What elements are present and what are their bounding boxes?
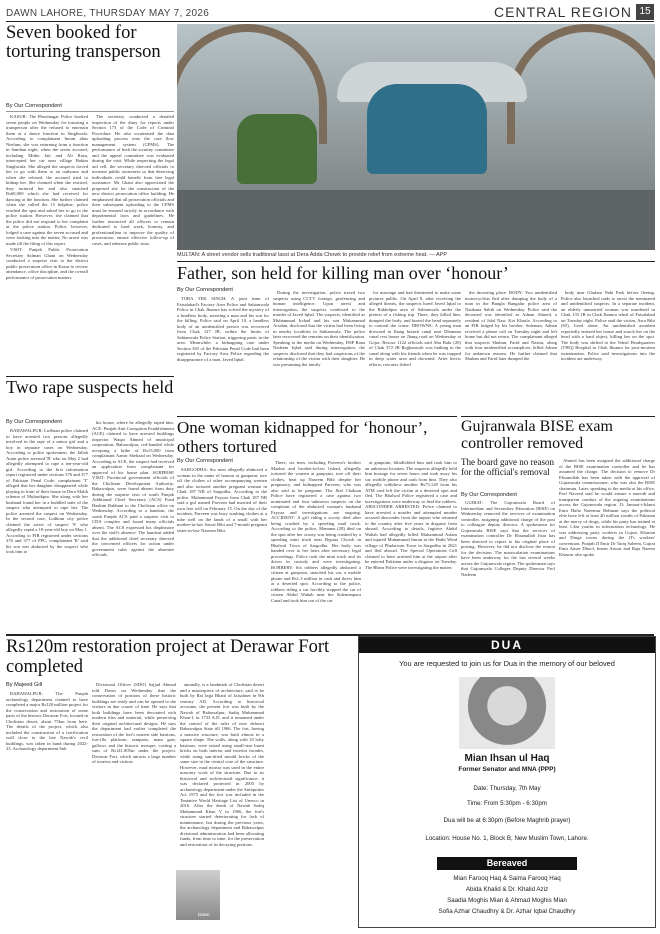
- ad-dua-time: Dua will be at 6:30pm (Before Maghrib prayer): [443, 817, 571, 824]
- story1-col1-text: KASUR: The Phoolnagar Police booked seven people on Wednesday for torturing a transperson after the refused to entertain them at a dance function in Singhwala. According to complainant Imran alias Neelum, she was returning from a function in Sandian night, when the seven accused, including Mithu Jatt and Ali Raza, intercepted her car near village Hakim Singhwala. She alleged the suspects forced her to go with them to an outhouse and when she refused, the accused tried to kidnap her. She claimed when she resisted, they tortured her and also snatched Rs60,000 which she had received for dancing at the function. She further claimed when she called the 15 helpline, police reached the spot and asked her to go to the police station. However, she claimed that the police did not respond to her complaint at the police station. Police, however, lodged a case against the seven accused and were looking into the matter. No arrest was made till the filing of this report.: [6, 114, 88, 246]
- story2-col1: [177, 296, 269, 412]
- story6-col2-text: Divisional Officer (SDO) Sajjad Ahmad told Dawn on Wednesday that the conservation of portions of these historic buildings are ready and can be opened to the visitors in due course of time. He says that both buildings have been decorated with modern tiles and material, while preserving their original architectural designs. He says the department had earlier completed the restoration of the fort's eastern side bastions, fort-illo platform, ramparts, main gate, gallows and the historic mosque, costing a sum of Rs141.805m under the project. Derawar Fort, which attracts a large number of tourists and visitors: [92, 682, 176, 764]
- story5-deck: The board gave no reason for the official's removal: [461, 457, 554, 477]
- story2-byline: By Our Correspondent: [177, 287, 233, 293]
- story2-col5-text: body near Ghulam Nabi Park before fleeing. Police also launched raids to arrest the nominated and unidentified suspects. In a separate incident, an elderly unmarried woman was murdered in Chak 135 JB in Chak Jhumra tehsil of Faisalabad on Tuesday night. Police said the victim, Asra Bibi (65), lived alone. An unidentified assailant reportedly entered her house and struck her on the head with a hard object, killing her on the spot. The body was shifted to the Tehsil Headquarters (THQ) Hospital in Chak Jhumra for post-mortem examination. Police said investigations into the incident are underway.: [561, 290, 655, 361]
- story5-col2-text: Ahmed has been assigned the additional charge of the BISE examination controller and he has assumed the charge. The decision to remove Dr Ehsanullah has been taken with the approval of Gujranwala commissioner, who was also the BISE chairman. Later, speaking to the media at his office, Prof Naveed said he would ensure a smooth and transparent conduct of the ongoing examinations across the Gujranwala region. JI: Jamaat-i-Islami Emir Hafiz Naeemur Rehman says the political elite have left at least 40 million youths of Pakistan at the mercy of drugs, while his party has trained at least 1.4m youths in information technology. He was addressing party workers in Gujrat, Kharian and Dinga towns during the JI's workers' convention. Punjab JI Emir Dr Tariq Saleem, Gujrat Emir Anser Dhool, Imran Anwar and Raja Naeem Khawar also spoke.: [559, 458, 655, 557]
- story2-col5: [561, 290, 655, 412]
- story3-col1: [6, 428, 88, 628]
- lassi-vendor-photo: [177, 24, 655, 250]
- story6-byline: By Majeed Gill: [6, 682, 43, 688]
- story1-rule: [6, 111, 174, 112]
- story2-col4-text: the drowning place. BODY: Two unidentified motorcyclists fled after dumping the body of a man in the Bangla Bangalur police area of Naukana Sahib on Wednesday. Police said the deceased was identified as Adnan Ahmed, a resident of Jalal Naw. Kot Khasla. According to an FIR lodged by his brother, Suleman, Adnan received a phone call on Tuesday night and left home but did not return. The complainant alleged that suspects Shuban, Farid and Nasim, along with four unidentified accomplices, killed Adnan for unknown reasons. He further claimed that Shuban and Farid later dumped the: [465, 290, 557, 361]
- story6-col3-text: annually, is a landmark of Cholistan desert and a masterpiece of architecture, said to be built by Rai Jajja Bhatti of Jaisalmer in 9th century AD. According to historical accounts, the present fort was built by the Nawab of Bahawalpur, Sadiq Muhammad Khan-I, in 1733 A.D, and it remained under the control of the ruler of now defunct Bahawalpur State till 1966. The fort, having a massive structure, was built almost in a square shape. The walls, along with 10 lofty bastions, were raised using small-size burnt bricks on both interior and exterior facades, while using sun-dried mould bricks of the same size in the central core of the structure. However, mud mortar was used in the entire masonry work of the structure. Due to its historical and architectural significance, it was declared protected in 2005 by archaeology department under the Antiquities Act 1975 and the fort was included in the Tentative World Heritage List of Unesco in 2016. After the death of Nawab Sadiq Muhammad Khan V in 1966, the fort's structure started deteriorating for lack of maintenance, but during the previous years, the archaeology department and Bahawalpur divisional administration had been allocating funds, from time to time, for the preservation and restoration of its decaying portions.: [180, 682, 264, 847]
- story4-col1: [177, 467, 267, 629]
- story5-byline: By Our Correspondent: [461, 492, 517, 498]
- story5-headline: Gujranwala BISE exam controller removed: [461, 418, 613, 452]
- ad-time: Time: From 5:30pm - 6:30pm: [467, 800, 547, 807]
- story2-headline: Father, son held for killing man over ‘honour’: [177, 263, 509, 283]
- header-rule: [6, 21, 654, 22]
- story3-col2-text: his house, where he allegedly raped him. ACE: Punjab Anti Corruption Establishment (ACE) claimed to have arrested buildings inspector Waqar Ahmed of municipal corporation, Bahawalpur, red-handed while accepting a bribe of Rs15,000 from complainant Aamir Shehzad on Wednesday. According to ACE, the suspect had received an application from complainant for approval of his house plan. SURPRISE VISIT: Provincial government officials of the Cholistan Development Authority, Bahawalpur, were found absent from duty during the surprise visit of south Punjab Additional Chief Secretary (ACS) Fuad Hashim Rabbani to the Cholistan office on Wednesday. According to a handout, the south Punjab ACS paid a surprise visit to CDA complex and found many officials absent. The ACS expressed his displeasure over the staff's absence. The handout added that the additional chief secretary directed the concerned officers for action under government rules against the absentee officials.: [92, 420, 174, 557]
- story6-col3: [180, 682, 264, 868]
- story6-col1-text: BAHAWALPUR: The Punjab archaeology department claimed to have completed a major Rs120 million project for the conservation and restoration of some parts of the historic Derawar Fort, located in Cholistan desert, about 75km from here. The details of the project, which also included the construction of a fortification wall close to the late Nawab's civil buildings, was taken in hand during 2022-23. Archaeology department Sub: [6, 691, 88, 751]
- family-member: Abida Khalid & Dr. Khalid Aziz: [465, 886, 549, 893]
- story2-col3-text: for marriage and had threatened to make some pictures public. On April 8, after receiving the alleged threats, the suspects lured Javed Iqbal to the Rakhdipur area of Sahianwala under the pretext of a fishing trip. There, they killed him, dumped the body, and buried the head separately to conceal the crime. DROWNS: A young man drowned in Jhang branch canal near Dhamma canal rest house on Jhang road on Wednesday at Gojra. Rescue 1122 officials said Abu Bakr (20) of Chak 372 JB Rajjkanwali was bathing in the canal along with his friends when he was trapped in deep water area and drowned. After hectic efforts, rescuers fished: [369, 290, 461, 367]
- story4-rule: [177, 416, 457, 417]
- story1-col2: [92, 114, 174, 376]
- story3-headline: Two rape suspects held: [6, 377, 174, 397]
- story3-byline: By Our Correspondent: [6, 419, 62, 425]
- story2-col2-text: During the investigation, police traced two suspects using CCTV footage, geofencing and human intelligence. Upon arrest and interrogation, the suspects confessed to the murder of Javed Iqbal. The suspects, identified as Muhammad Irshad and his son Muhammad Arsalan, disclosed that the victim had been living in nearby localities in Sahianwala. The police later recovered the remains on their identification. Speaking to the media on Wednesday, DSP Rana Nadeem Iqbal said during interrogation, the suspects disclosed that they had suspicions of the relationship of the victim with their daughter. He was presuming the family: [273, 290, 365, 367]
- edition-line: DAWN LAHORE, THURSDAY MAY 7, 2026: [6, 8, 210, 19]
- story4-col3-text: at gunpoint, blindfolded him and took him to an unknown location. The suspects allegedly held him hostage for seven hours and took away his car, mobile phone and cash from him. They also allegedly withdrew another Rs75,128 from his ATM card left the victim at a deserted spot and fled. The Bhalwal Police registered a case and investigations were underway to find the robbers. ABSCONDER ARRESTED: Police claimed to have arrested a murder and attempted murder accused absconder from the airport who returned to the country after five years in disguise from abroad. According to details, fugitive Abdul Wahab had allegedly killed Muhammad Aslam and injured Muhammad Imran in the Hathi Wind village of Phularwan Town in Sargodha in 2021 and fled abroad. The Special Operations Cell claimed to have arrested him at the airport after he entered Pakistan under a disguise on Tuesday. The Bhera Police were investigating the matter.: [365, 460, 457, 570]
- photo-caption: MULTAN: A street vendor sells traditional lassi at Dera Adda Chowk to provide relief from extreme heat. — APP: [177, 252, 448, 258]
- story4-col3: [365, 460, 457, 629]
- story2-col3: [369, 290, 461, 412]
- story2-col1-text: TOBA TEK SINGH: A joint team of Faisalabad's Factory Area Police and Sahianwala Police in Chak Jhumra has solved the mystery of a headless body, arresting a man and his son for the killing. Police said on April 10, a headless body of an unidentified person was recovered from Chak 127 JB, within the limits of Sahianwala Police Station, triggering panic in the area. Meanwhile, a kidnapping case under Section 365 of the Pakistan Penal Code had been registered by Factory Area Police regarding the disappearance of a man, Javed Iqbal.: [177, 296, 269, 362]
- fort-photo-credit: Dawn: [198, 912, 210, 917]
- story2-rule: [177, 261, 655, 262]
- story1-byline: By Our Correspondent: [6, 103, 62, 109]
- deceased-name: Mian Ihsan ul Haq: [464, 753, 550, 764]
- family-member: Sofia Azhar Chaudhry & Dr. Azhar Iqbal Chaudhry: [438, 908, 576, 915]
- story5-rule: [461, 416, 655, 417]
- story5-col1: [461, 500, 555, 629]
- story6-headline: Rs120m restoration project at Derawar Fort completed: [6, 637, 330, 677]
- page-number: 15: [636, 4, 654, 20]
- story3-col2: [92, 420, 174, 628]
- story5-col1-text: GUJRAT: The Gujranwala Board of Intermediate and Secondary Education (BISE) on Wednesday removed the services of examination controller, assigning additional charge of the post to colleague deputy director. A spokesman for Gujranwala BISE says that the services of examination controller Dr Ehsanullah Jisra has been directed to report to his original place of posting. However, he did not disclose the reason for the decision. The matriculation examinations have been underway for the last several weeks across the Gujranwala region. The spokesman says that Gujranwala Colleges Deputy Director Prof Nadeem: [461, 500, 555, 577]
- family-member: Mian Farooq Haq & Saima Farooq Haq: [453, 875, 561, 882]
- story6-col1: [6, 691, 88, 929]
- story1-headline: Seven booked for torturing transperson: [6, 23, 161, 62]
- story6-col2: [92, 682, 176, 929]
- story1-col1: [6, 114, 88, 372]
- story5-col2: [559, 458, 655, 629]
- ad-date: Date: Thursday, 7th May: [473, 785, 541, 792]
- story2-col2: [273, 290, 365, 412]
- deceased-title: Former Senator and MNA (PPP): [458, 766, 556, 773]
- story4-col1-text: SARGODHA: Six men allegedly abducted a woman in the name of honour at gunpoint, tore off the clothes of other accompanying women and also tortured another pregnant woman in Chak 187 NB of Sargodha. According to the police, Muhammad Fayyaz from Chak 187 NB said a girl named Parveen had married of their own free will on February 15. On the day of the incident, Parveen was busy washing clothes at a tube well on the lands of a small with her mother-in-law Sawai Bibi and 7-month pregnant sister-in-law Naseem Bibi.: [177, 467, 267, 533]
- ad-title-dua: DUA: [359, 637, 655, 653]
- section-title: CENTRAL REGION: [494, 4, 632, 20]
- family-member: Saadia Moghis Mian & Ahmad Moghis Mian: [447, 897, 567, 904]
- story4-byline: By Our Correspondent: [177, 458, 233, 464]
- story1-col1b-text: VISIT: Punjab Public Prosecution Secretary Salman Ghani on Wednesday conducted a surprise visit to the district public prosecution office in Kasur to review attendance, office discipline, and the overall performance of prosecution matters.: [6, 247, 88, 280]
- bereaved-label: Bereaved: [437, 857, 577, 870]
- story4-col2: [271, 460, 361, 629]
- story1-col2-text: The secretary conducted a detailed inspection of the diary for reports under Section 173 of the Code of Criminal Procedure. He also scrutinised the data uploading process onto the case flow management system (CFMS). The performance of both the scrutiny committee and the appeal committee was evaluated during the visit. While inspecting the legal aid cell, the secretary directed officials to increase public awareness so that deserving individuals could benefit from free legal assistance. Mr Ghani also appreciated the proposed site for the construction of the new district prosecution office building. He emphasised that all prosecution officials and their subsequent uploading to the CFMS must be ensured strictly in accordance with departmental laws and guidelines. He further instructed all officers to remain dedicated to hard work, honesty, and professionalism to improve the quality of prosecution, ensure effective follow-up of cases, and enhance public trust.: [92, 114, 174, 246]
- story4-headline: One woman kidnapped for ‘honour’, others tortured: [177, 418, 428, 456]
- dua-advertisement: [358, 636, 656, 928]
- story4-col2-text: There, six men, including Parveen's brother Mazhar and brother-in-law Irshad, allegedly tortured the women at gunpoint, tore off their clothes, beat up Naseem Bibi despite her pregnancy, and kidnapped Parveen, who was also said to be pregnant. The Jhal Chakian Police have registered a case against two nominated and four unknown suspects on the complaint of the abducted woman's husband Fayyaz and investigations are ongoing. ACCIDENT: A girl riding a scooty died after being crushed by a speeding mail truck. According to the police, Memuna (28) died on the spot after her scooty was being crushed by a speeding mini truck near Bypass Chowk in Bhalwal Town of Sargodha. Her body was handed over to her heirs after necessary legal proceedings. Police took the mini truck and its driver in custody and were investigating. ROBBERY: Six robbers allegedly abducted a citizen at gunpoint, snatched his car, a mobile phone and Rs1.3 million in cash and threw him at a deserted spot. According to the police, robbers riding a car forcibly stopped the car of citizen Abdul Wahab near the Sulemanpura Canal and took him out of the car: [271, 460, 361, 603]
- portrait-photo: [459, 677, 555, 749]
- story2-col4: [465, 290, 557, 412]
- story3-col1-text: BAHAWALPUR: Lodhran police claimed to have arrested two persons allegedly involved in the rape of a minor girl and a boy in separate cases on Wednesday. According to police spokesmen, the Jallah Arain police arrested 'R' who on May 2 had allegedly attempted to rape a ten-year-old girl. According to the first information report registered under sections 376 and 377 of Pakistan Penal Code, complainant 'T' alleged that her daughter disappeared while playing in front of their house in Dera Malik scheme of Mubarikpur. She along with her husband found her in a huddled state of the suspect who attempted to rape her. The police arrested the suspect on Wednesday. In the second case, Lodhran city police claimed the arrest of suspect 'S' who allegedly raped a 10-year-old boy on May 1. According to FIR registered under sections 376 and 377 of PPC, complainant 'R' said his son was abducted by the suspect who took him to: [6, 428, 88, 554]
- ad-location: Location: House No. 1, Block B, New Muslim Town, Lahore.: [425, 835, 589, 842]
- ad-request-text: You are requested to join us for Dua in the memory of our beloved: [399, 659, 615, 668]
